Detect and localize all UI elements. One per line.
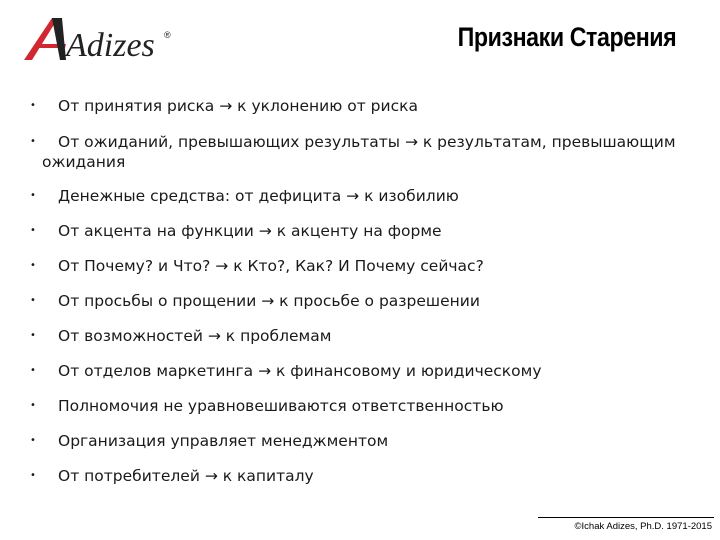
list-item-text-continued: ожидания — [42, 153, 126, 171]
list-item-text: Организация управляет менеджментом — [58, 432, 389, 450]
list-item-text: От возможностей → к проблемам — [58, 327, 332, 345]
list-item: • От просьбы о прощении → к просьбе о разрешении — [30, 291, 690, 311]
list-item: • Денежные средства: от дефицита → к изобилию — [30, 186, 690, 206]
adizes-logo — [18, 8, 178, 68]
list-item-text: От Почему? и Что? → к Кто?, Как? И Почему сейчас? — [58, 257, 484, 275]
list-item-text: От акцента на функции → к акценту на форме — [58, 222, 442, 240]
footer-divider — [538, 517, 714, 518]
list-item-text: От просьбы о прощении → к просьбе о разрешении — [58, 292, 480, 310]
list-item-text: От ожиданий, превышающих результаты → к результатам, превышающим — [58, 133, 676, 151]
list-item: • От потребителей → к капиталу — [30, 466, 690, 486]
bullet-list — [30, 92, 690, 486]
list-item-text: От отделов маркетинга → к финансовому и юридическому — [58, 362, 542, 380]
list-item-text: От потребителей → к капиталу — [58, 467, 314, 485]
list-item-text: Полномочия не уравновешиваются ответственностью — [58, 397, 504, 415]
registered-mark: ® — [164, 30, 171, 40]
list-item: • От отделов маркетинга → к финансовому и юридическому — [30, 361, 690, 381]
list-item-text: Денежные средства: от дефицита → к изобилию — [58, 187, 459, 205]
list-item: • От принятия риска → к уклонению от риска — [30, 96, 690, 116]
list-item: • Организация управляет менеджментом — [30, 431, 690, 451]
slide-title: Признаки Старения — [457, 22, 676, 52]
logo-text: Adizes — [66, 27, 155, 64]
copyright-footer: ©Ichak Adizes, Ph.D. 1971-2015 — [574, 521, 712, 532]
list-item: • От ожиданий, превышающих результаты → к результатам, превышающим ожидания — [30, 132, 690, 172]
list-item: • Полномочия не уравновешиваются ответственностью — [30, 396, 690, 416]
list-item-text: От принятия риска → к уклонению от риска — [58, 97, 418, 115]
list-item: • От возможностей → к проблемам — [30, 326, 690, 346]
list-item: • От акцента на функции → к акценту на форме — [30, 221, 690, 241]
list-item: • От Почему? и Что? → к Кто?, Как? И Почему сейчас? — [30, 256, 690, 276]
